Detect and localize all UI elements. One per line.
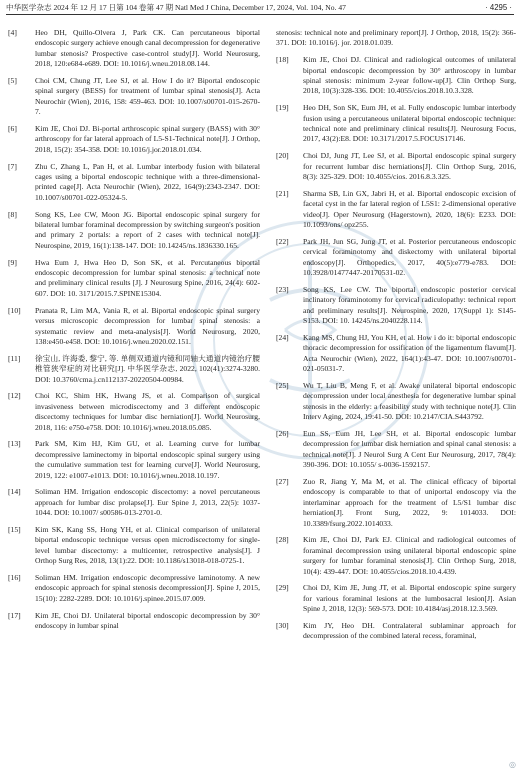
right-column <box>276 28 516 648</box>
reference-list-left <box>8 28 260 631</box>
reference-text: Wu T, Liu B, Meng F, et al. Awake unilateral biportal endoscopic decompression under local anesthesia for degenerative lumbar spinal stenosis in the elderly: a feasibility study with technique note[J]. Clin Interv Aging, 2024, 19:41-50. DOI: 10.2147/CIA.S443792. <box>303 380 516 422</box>
reference-number: [23] <box>276 284 289 294</box>
reference-item <box>8 354 260 385</box>
reference-item <box>276 103 516 145</box>
reference-text: Kim JE, Choi DJ. Bi-portal arthroscopic spinal surgery (BASS) with 30° arthroscopy for far lateral approach of L5-S1-Technical note[J]. J Orthop, 2018, 15(2): 354-358. DOI: 10.1016/j.jor.2018.01.034. <box>35 124 260 154</box>
reference-number: [15] <box>8 524 21 534</box>
reference-number: [5] <box>8 76 17 86</box>
reference-list-right <box>276 55 516 642</box>
reference-item <box>8 76 260 118</box>
reference-text: Kim JE, Choi DJ. Unilateral biportal endoscopic decompression by 30° endoscopy in lumbar spinal <box>35 610 260 630</box>
reference-item <box>276 189 516 231</box>
watermark-logo-icon: ◎ <box>509 760 516 769</box>
reference-number: [12] <box>8 391 21 401</box>
reference-number: [14] <box>8 487 21 497</box>
reference-number: [27] <box>276 476 289 486</box>
reference-text: Choi DJ, Kim JE, Jung JT, et al. Biportal endoscopic spine surgery for various foraminal lesions at the lumbosacral lesion[J]. Asian Spine J, 2018, 12(3): 569-573. DOI: 10.4184/asj.2018.12.3.569. <box>303 583 516 614</box>
reference-number: [30] <box>276 620 289 630</box>
reference-number: [9] <box>8 257 17 267</box>
reference-number: [6] <box>8 124 17 134</box>
reference-text: Zuo R, Jiang Y, Ma M, et al. The clinical efficacy of biportal endoscopy is comparable to that of uniportal endoscopy via the interlaminar approach for the treatment of L5/S1 lumbar disc herniation[J]. Front Surg, 2022, 9: 1014033. DOI: 10.3389/fsurg.2022.1014033. <box>303 476 516 528</box>
reference-number: [29] <box>276 583 289 593</box>
reference-number: [25] <box>276 380 289 390</box>
reference-text: Park JH, Jun SG, Jung JT, et al. Posterior percutaneous endoscopic cervical foraminotomy and diskectomy with unilateral biportal endoscopy[J]. Orthopedics, 2017, 40(5):e779-e783. DOI: 10.3928/01477447-20170531-02. <box>303 236 516 278</box>
reference-text: Zhu C, Zhang L, Pan H, et al. Lumbar interbody fusion with bilateral cages using a biportal endoscopic technique with a three-dimensional-printed cage[J]. Acta Neurochir (Wien), 2022, 164(9):2343-2347. DOI: 10.1007/s00701-022-05324-5. <box>35 161 260 202</box>
reference-item <box>8 28 260 70</box>
reference-number: [8] <box>8 209 17 219</box>
reference-item <box>8 611 260 632</box>
reference-text: Kang MS, Chung HJ, You KH, et al. How i do it: biportal endoscopic thoracic decompression for ossification of the ligamentum flavum[J]. Acta Neurochir (Wien), 2022, 164(1):43-47. DOI: 10.1007/s00701-021-05031-7. <box>303 332 516 374</box>
reference-text: Sharma SB, Lin GX, Jabri H, et al. Biportal endoscopic excision of facetal cyst in the far lateral region of L5S1: 2-dimensional operative video[J]. Oper Neurosurg (Hagerstown), 2020, 18(6): E233. DOI: 10.1093/ons/ opz255. <box>303 188 516 230</box>
reference-number: [11] <box>8 353 21 363</box>
reference-item <box>276 333 516 375</box>
reference-text: Pranata R, Lim MA, Vania R, et al. Biportal endoscopic spinal surgery versus microscopic decompression for lumbar spinal stenosis: a systematic review and meta-analysis[J]. World Neurosurg, 2020, 138:e450-e458. DOI: 10.1016/j.wneu.2020.02.151. <box>35 305 260 346</box>
reference-number: [10] <box>8 305 21 315</box>
header-rule <box>6 14 514 15</box>
reference-item <box>276 151 516 182</box>
left-column <box>8 28 260 638</box>
reference-text: Song KS, Lee CW. The biportal endoscopic posterior cervical inclinatory foraminotomy for cervical radiculopathy: technical report and preliminary results[J]. Neurospine, 2020, 17(Suppl 1): S145-S153. DOI: 10. 14245/ns.2040228.114. <box>303 284 516 326</box>
reference-number: [21] <box>276 188 289 198</box>
reference-item <box>276 285 516 327</box>
reference-number: [26] <box>276 428 289 438</box>
journal-header: 中华医学杂志 2024 年 12 月 17 日第 104 卷第 47 期 Natl Med J China, December 17, 2024, Vol. 104, No. 47 <box>6 3 346 12</box>
reference-number: [28] <box>276 535 289 545</box>
reference-item <box>276 381 516 423</box>
reference-number: [4] <box>8 28 17 37</box>
reference-text: 徐宝山, 许海委, 黎宁, 等. 单侧双通道内镜和同轴大通道内镜治疗腰椎管狭窄症的对比研究[J]. 中华医学杂志, 2022, 102(41):3274-3280. DOI: 10.3760/cma.j.cn112137-20220504-00984. <box>35 353 260 384</box>
reference-number: [16] <box>8 572 21 582</box>
reference-item <box>276 429 516 471</box>
reference-number: [7] <box>8 161 17 171</box>
reference-number: [22] <box>276 236 289 246</box>
reference-item <box>8 258 260 300</box>
reference-text: Hwa Eum J, Hwa Heo D, Son SK, et al. Percutaneous biportal endoscopic decompression for lumbar spinal stenosis: a technical note and preliminary clinical results [J]. J Neurosurg Spine, 2016, 24(4): 602-607. DOI: 10. 3171/2015.7.SPINE15304. <box>35 257 260 298</box>
reference-text: Soliman HM. Irrigation endoscopic discectomy: a novel percutaneous approach for lumbar disc prolapse[J]. Eur Spine J, 2013, 22(5): 1037-1044. DOI: 10.1007/ s00586-013-2701-0. <box>35 487 260 518</box>
reference-text: Kim JE, Choi DJ. Clinical and radiological outcomes of unilateral biportal endoscopic decompression by 30° arthroscopy in lumbar spinal stenosis: minimum 2-year follow-up[J]. Clin Orthop Surg, 2018, 10(3):328-336. DOI: 10.4055/cios.2018.10.3.328. <box>303 55 516 96</box>
reference-item <box>276 621 516 642</box>
reference-item <box>276 477 516 529</box>
page-header <box>0 0 524 15</box>
reference-item <box>8 525 260 567</box>
reference-item <box>276 535 516 577</box>
reference-text: Heo DH, Son SK, Eum JH, et al. Fully endoscopic lumbar interbody fusion using a percutaneous unilateral biportal endoscopic technique: technical note and preliminary clinical results[J]. Neurosurg Focus, 2017, 43(2):E8. DOI: 10.3171/2017.5.FOCUS17146. <box>303 103 516 144</box>
reference-number: [24] <box>276 332 289 342</box>
reference-text: Kim JE, Choi DJ, Park EJ. Clinical and radiological outcomes of foraminal decompression using unilateral biportal endoscopic spine surgery for lumbar foraminal stenosis[J]. Clin Orthop Surg, 2018, 10(4): 439-447. DOI: 10.4055/cios.2018.10.4.439. <box>303 535 516 576</box>
reference-text: Kim SK, Kang SS, Hong YH, et al. Clinical comparison of unilateral biportal endoscopic technique versus open microdiscectomy for single-level lumbar discectomy: a multicenter, retrospective analysis[J]. J Orthop Surg Res, 2018, 13(1):22. DOI: 10.1186/s13018-018-0725-1. <box>35 524 260 566</box>
reference-text: Heo DH, Quillo-Olvera J, Park CK. Can percutaneous biportal endoscopic surgery achieve enough canal decompression for degenerative lumbar stenosis? Prospective case-control study[J]. World Neurosurg, 2018, 120:e684-e689. DOI: 10.1016/j.wneu.2018.08.144. <box>35 28 260 69</box>
reference-item <box>8 162 260 204</box>
reference-item <box>8 306 260 348</box>
reference-text: Choi KC, Shim HK, Hwang JS, et al. Comparison of surgical invasiveness between microdiscectomy and 3 different endoscopic discectomy techniques for lumbar disc herniation[J]. World Neurosurg, 2018, 116: e750-e758. DOI: 10.1016/j.wneu.2018.05.085. <box>35 391 260 432</box>
reference-number: [19] <box>276 103 289 113</box>
reference-text: Park SM, Kim HJ, Kim GU, et al. Learning curve for lumbar decompressive laminectomy in biportal endoscopic spinal surgery using the cumulative summation test for learning curve[J]. World Neurosurg, 2019, 122: e1007-e1013. DOI: 10.1016/j.wneu.2018.10.197. <box>35 439 260 480</box>
reference-continuation: stenosis: technical note and preliminary report[J]. J Orthop, 2018, 15(2): 366-371. DOI: 10.1016/j. jor. 2018.01.039. <box>276 28 516 48</box>
reference-item <box>8 210 260 252</box>
reference-number: [17] <box>8 610 21 620</box>
reference-text: Eun SS, Eum JH, Lee SH, et al. Biportal endoscopic lumbar decompression for lumbar disk herniation and spinal canal stenosis: a technical note[J]. J Neurol Surg A Cent Eur Neurosurg, 2017, 78(4): 390-396. DOI: 10.1055/ s-0036-1592157. <box>303 428 516 470</box>
reference-number: [13] <box>8 439 21 449</box>
reference-item <box>8 391 260 433</box>
reference-item <box>8 573 260 604</box>
reference-item <box>8 439 260 481</box>
reference-item <box>8 124 260 155</box>
reference-item <box>8 487 260 518</box>
reference-number: [20] <box>276 151 289 161</box>
page-number: · 4295 · <box>485 3 512 12</box>
reference-text: Song KS, Lee CW, Moon JG. Biportal endoscopic spinal surgery for bilateral lumbar foraminal decompression by switching surgeon's position and primary 2 portals: a report of 2 cases with technical note[J]. Neurospine, 2019, 16(1):138-147. DOI: 10.14245/ns.1836330.165. <box>35 209 260 250</box>
reference-text: Choi CM, Chung JT, Lee SJ, et al. How I do it? Biportal endoscopic spinal surgery (BESS) for treatment of lumbar spinal stenosis[J]. Acta Neurochir (Wien), 2016, 158: 459-463. DOI: 10.1007/s00701-015-2670-7. <box>35 76 260 117</box>
reference-number: [18] <box>276 55 289 65</box>
reference-text: Choi DJ, Jung JT, Lee SJ, et al. Biportal endoscopic spinal surgery for recurrent lumbar disc herniations[J]. Clin Orthop Surg, 2016, 8(3): 325-329. DOI: 10.4055/cios. 2016.8.3.325. <box>303 151 516 182</box>
reference-text: Kim JY, Heo DH. Contralateral sublaminar approach for decompression of the combined lateral recess, foraminal, <box>303 620 516 641</box>
reference-item <box>276 583 516 614</box>
reference-text: Soliman HM. Irrigation endoscopic decompressive laminotomy. A new endoscopic approach for spinal stenosis decompression[J]. Spine J, 2015, 15(10): 2282-2289. DOI: 10.1016/j.spinee.2015.07.009. <box>35 572 260 603</box>
reference-item <box>276 55 516 97</box>
reference-item <box>276 237 516 279</box>
